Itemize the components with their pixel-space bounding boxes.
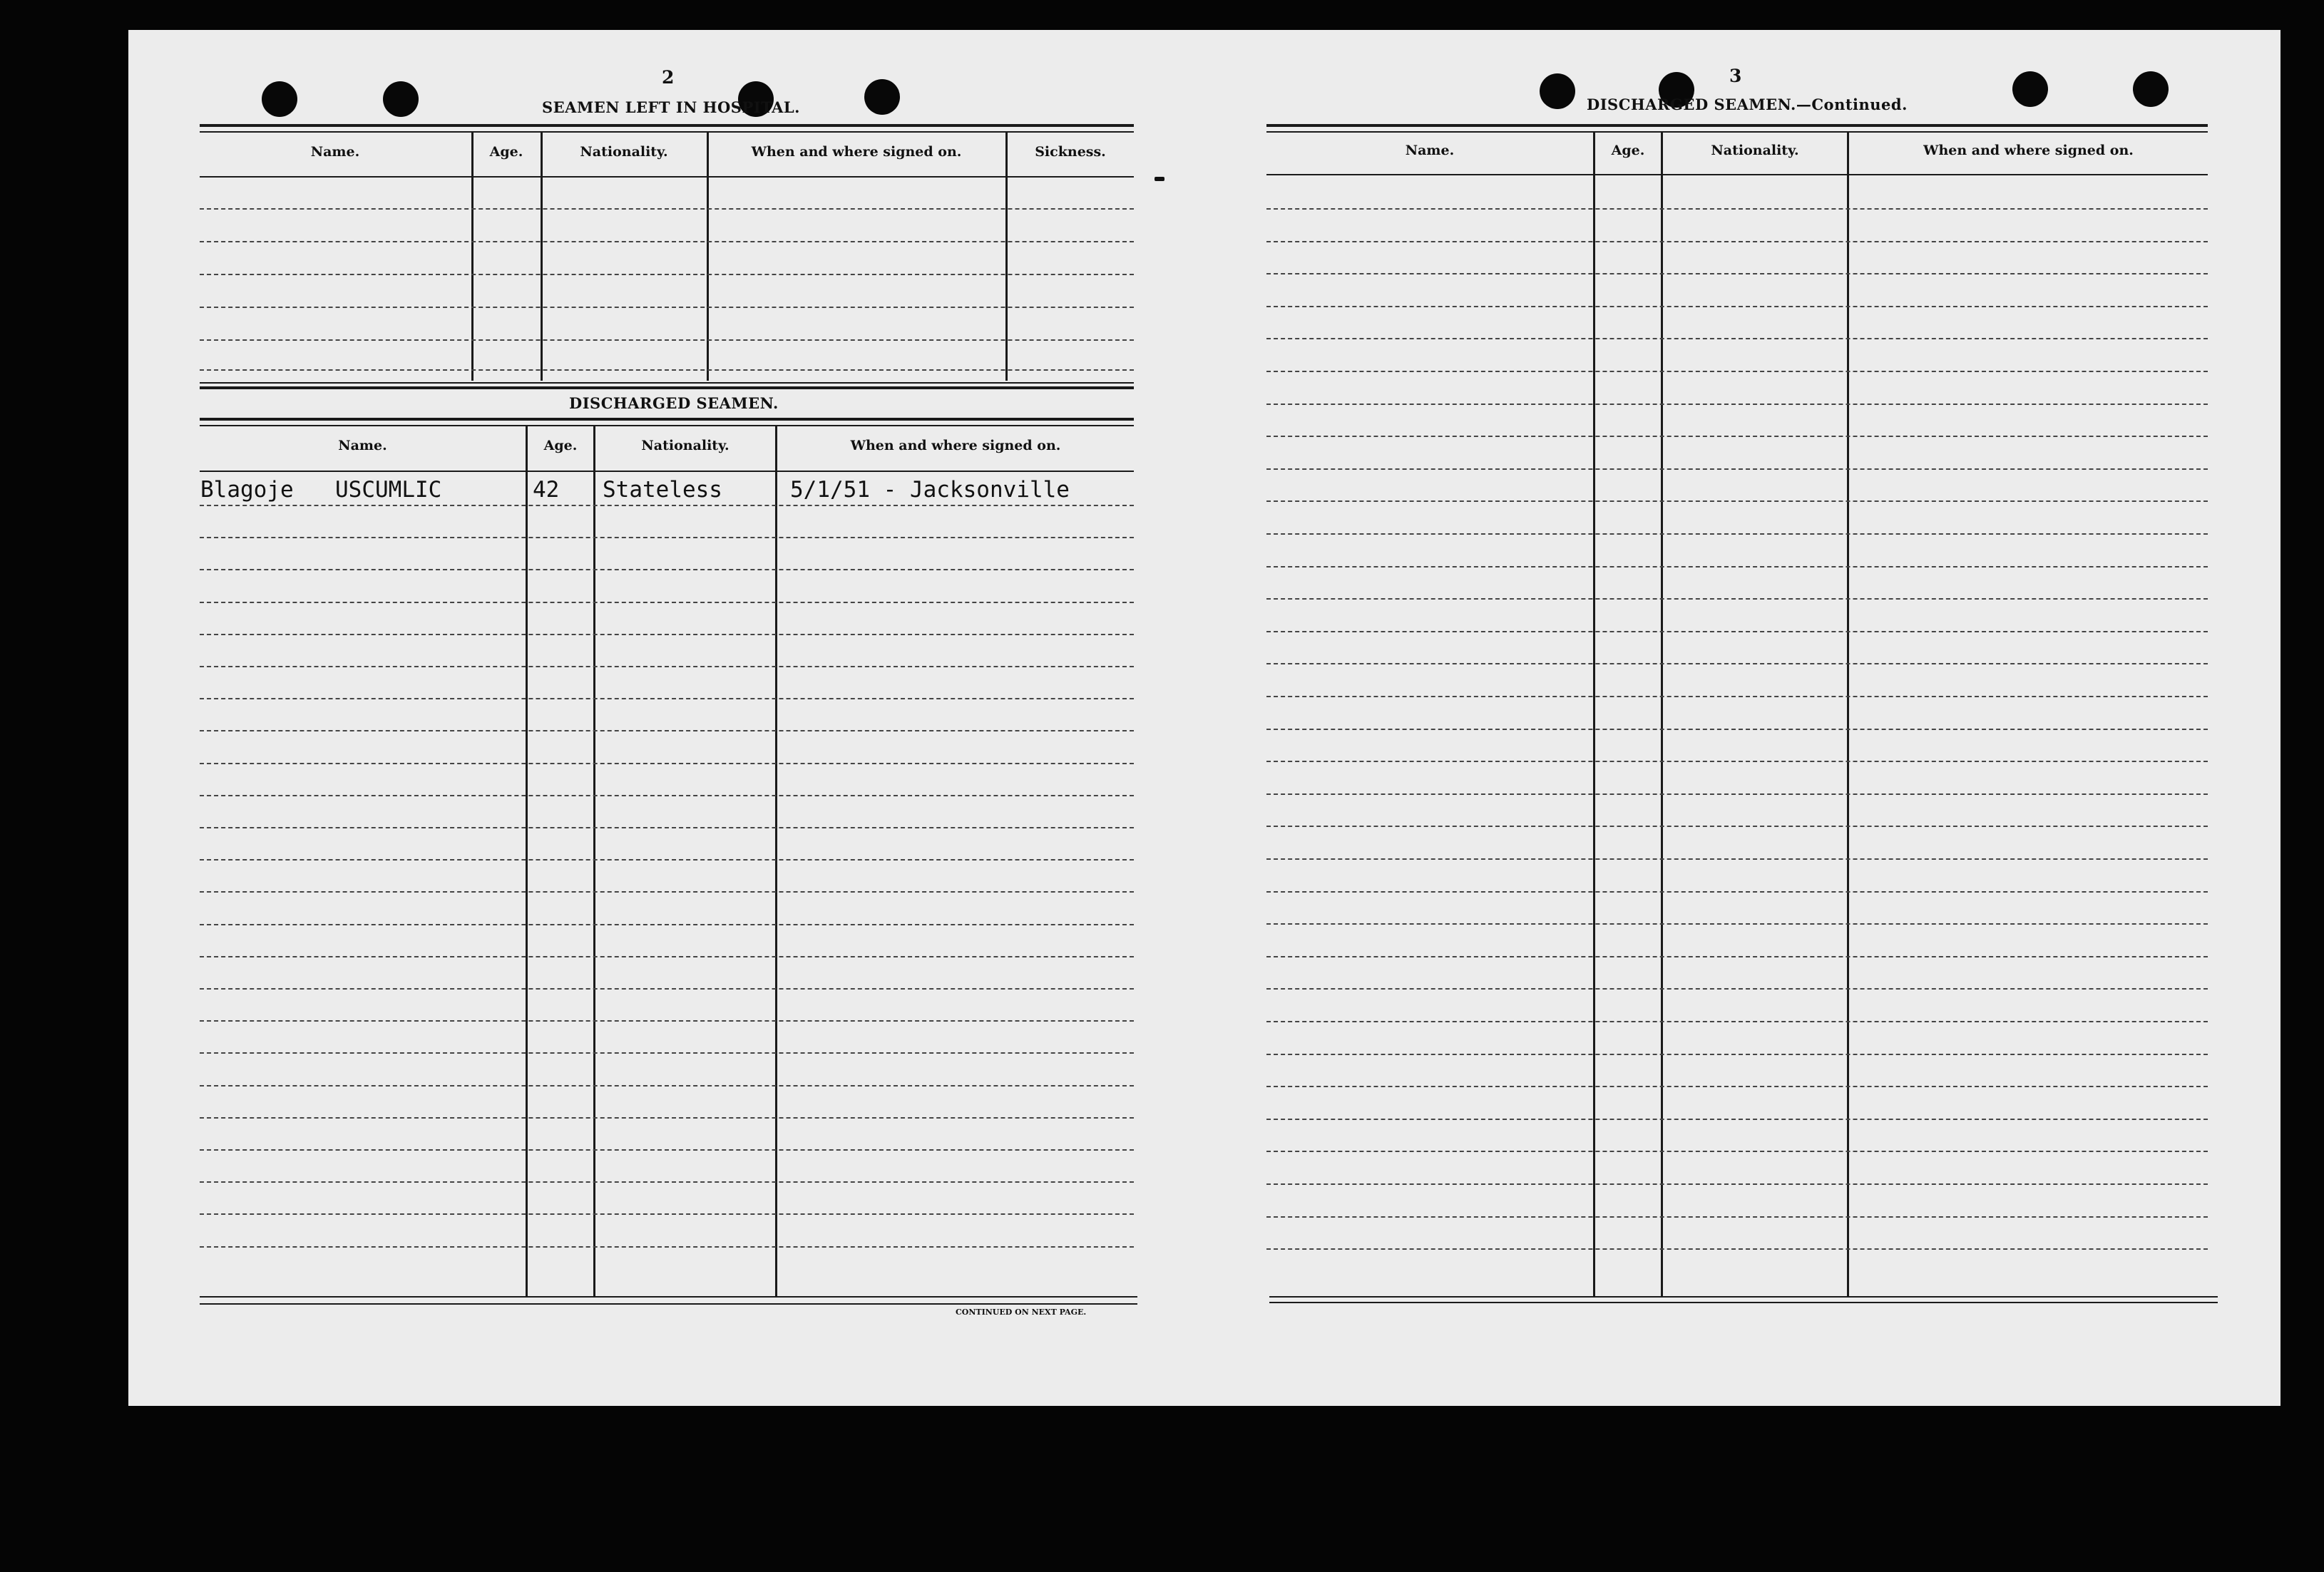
seaman-nationality: Stateless [603,477,722,503]
dotted-row-line [200,1085,1134,1086]
rule [200,1303,1137,1305]
rule [200,471,1134,472]
punch-hole [262,81,297,117]
dotted-row-line [200,569,1134,570]
dotted-row-line [1266,338,2208,339]
rule [200,176,1134,178]
dotted-row-line [1266,1248,2208,1250]
punch-hole [1540,73,1575,109]
punch-hole [2133,71,2169,107]
dotted-row-line [1266,1119,2208,1120]
dotted-row-line [200,924,1134,925]
dotted-row-line [200,339,1134,341]
rule [1266,174,2208,175]
right-col-name: Name. [1405,143,1455,158]
hospital-col-name: Name. [310,144,360,160]
hospital-col-age: Age. [489,144,523,160]
dotted-row-line [200,1020,1134,1022]
dotted-row-line [200,1117,1134,1119]
punch-hole [383,81,419,117]
punch-hole [864,79,900,115]
rule [1269,1296,2218,1298]
dotted-row-line [200,956,1134,957]
dotted-row-line [200,505,1134,506]
dotted-row-line [200,602,1134,603]
dotted-row-line [1266,826,2208,827]
dotted-row-line [200,795,1134,796]
dotted-row-line [1266,988,2208,990]
punch-hole [2012,71,2048,107]
column-divider [1005,133,1008,381]
continued-note: CONTINUED ON NEXT PAGE. [956,1308,1087,1317]
discharged-section-title: DISCHARGED SEAMEN. [569,394,779,412]
dotted-row-line [1266,696,2208,697]
dotted-row-line [1266,923,2208,925]
dotted-row-line [1266,729,2208,730]
dotted-row-line [200,763,1134,764]
discharged-col-name: Name. [338,438,387,453]
dotted-row-line [1266,241,2208,242]
dotted-row-line [200,698,1134,699]
dotted-row-line [1266,858,2208,860]
dotted-row-line [200,1213,1134,1215]
dotted-row-line [1266,598,2208,600]
dotted-row-line [200,730,1134,731]
dotted-row-line [1266,793,2208,795]
seaman-surname: USCUMLIC [335,477,442,503]
column-divider [775,426,777,1296]
dotted-row-line [1266,891,2208,893]
dotted-row-line [1266,956,2208,957]
rule [200,124,1134,127]
dotted-row-line [1266,566,2208,567]
rule [1269,1302,2218,1303]
seaman-age: 42 [533,477,560,503]
right-col-nationality: Nationality. [1711,143,1799,158]
hospital-col-signed-on: When and where signed on. [751,144,962,160]
dotted-row-line [200,537,1134,538]
rule [1266,124,2208,127]
hospital-section-title: SEAMEN LEFT IN HOSPITAL. [542,98,800,116]
rule [200,131,1134,133]
hospital-col-nationality: Nationality. [580,144,668,160]
dotted-row-line [200,208,1134,210]
dotted-row-line [1266,631,2208,632]
column-divider [593,426,595,1296]
rule [200,425,1134,426]
right-section-title: DISCHARGED SEAMEN.—Continued. [1587,96,1908,113]
column-divider [526,426,528,1296]
right-col-signed-on: When and where signed on. [1923,143,2134,158]
right-col-age: Age. [1611,143,1645,158]
dotted-row-line [1266,468,2208,470]
dotted-row-line [1266,533,2208,535]
left-page-number: 2 [662,67,675,88]
dotted-row-line [1266,761,2208,762]
dotted-row-line [1266,306,2208,307]
dotted-row-line [1266,500,2208,502]
column-divider [541,133,543,381]
dotted-row-line [200,1246,1134,1248]
dotted-row-line [200,1149,1134,1151]
column-divider [707,133,709,381]
dotted-row-line [200,274,1134,275]
dotted-row-line [1266,273,2208,274]
dotted-row-line [200,988,1134,990]
seaman-signed-on: 5/1/51 - Jacksonville [790,477,1070,503]
column-divider [471,133,473,381]
dotted-row-line [1266,371,2208,372]
dotted-row-line [1266,1086,2208,1087]
ink-mark [1155,177,1164,181]
dotted-row-line [1266,436,2208,437]
dotted-row-line [200,369,1134,371]
discharged-col-nationality: Nationality. [641,438,730,453]
dotted-row-line [200,827,1134,828]
dotted-row-line [1266,1216,2208,1218]
rule [1266,131,2208,133]
rule [200,418,1134,421]
rule [200,382,1134,384]
dotted-row-line [200,859,1134,861]
dotted-row-line [1266,1054,2208,1055]
dotted-row-line [200,1052,1134,1054]
dotted-row-line [1266,1183,2208,1185]
dotted-row-line [200,634,1134,635]
dotted-row-line [200,307,1134,308]
seaman-first-name: Blagoje [200,477,294,503]
dotted-row-line [200,1181,1134,1183]
document-page [128,30,2281,1406]
dotted-row-line [200,666,1134,667]
dotted-row-line [1266,1151,2208,1152]
rule [200,386,1134,389]
right-page-number: 3 [1729,66,1742,86]
discharged-col-age: Age. [543,438,578,453]
rule [200,1296,1137,1298]
hospital-col-sickness: Sickness. [1035,144,1106,160]
discharged-col-signed-on: When and where signed on. [850,438,1061,453]
dotted-row-line [200,241,1134,242]
dotted-row-line [200,891,1134,893]
dotted-row-line [1266,663,2208,664]
dotted-row-line [1266,1021,2208,1022]
dotted-row-line [1266,404,2208,405]
dotted-row-line [1266,208,2208,210]
